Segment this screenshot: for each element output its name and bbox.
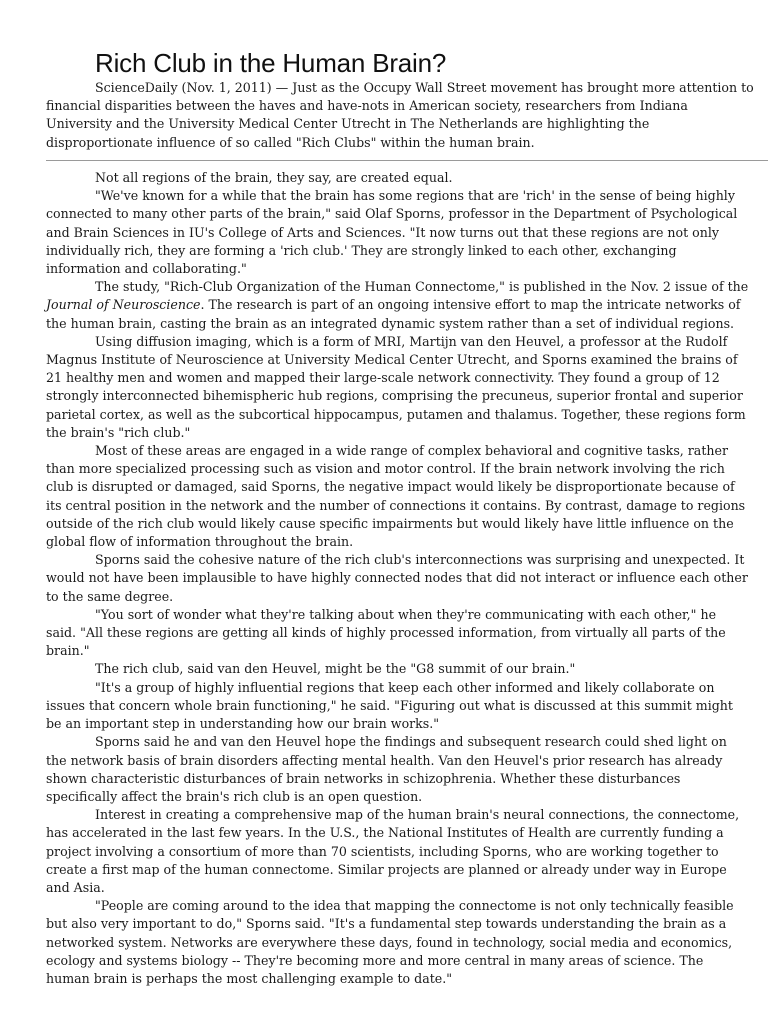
paragraph-3 <box>46 278 750 333</box>
paragraph-2: "We've known for a while that the brain has some regions that are 'rich' in the sense of being highly connected to many other parts of the brain," said Olaf Sporns, professor in the Department of Psychological and Brain Sciences in IU's College of Arts and Sciences. "It now turns out that these regions are not only individually rich, they are forming a 'rich club.' They are strongly linked to each other, exchanging information and collaborating." <box>46 188 738 277</box>
paragraph-5: Most of these areas are engaged in a wide range of complex behavioral and cognitive tasks, rather than more specialized processing such as vision and motor control. If the brain network involving the rich club is disrupted or damaged, said Sporns, the negative impact would likely be disproportionate because of its central position in the network and the number of connections it contains. By contrast, damage to regions outside of the rich club would likely cause specific impairments but would likely have little influence on the global flow of information throughout the brain. <box>46 443 746 550</box>
paragraph-6: Sporns said the cohesive nature of the rich club's interconnections was surprising and unexpected. It would not have been implausible to have highly connected nodes that did not interact or influence each other to the same degree. <box>46 552 748 604</box>
paragraph-11: Interest in creating a comprehensive map of the human brain's neural connections, the connectome, has accelerated in the last few years. In the U.S., the National Institutes of Health are currently funding a project involving a consortium of more than 70 scientists, including Sporns, who are working together to create a first map of the human connectome. Similar projects are planned or already under way in Europe and Asia. <box>46 807 740 895</box>
paragraph-4: Using diffusion imaging, which is a form of MRI, Martijn van den Heuvel, a professor at the Rudolf Magnus Institute of Neuroscience at University Medical Center Utrecht, and Sporns examined the brains of 21 healthy men and women and mapped their large-scale network connectivity. They found a group of 12 strongly interconnected bihemispheric hub regions, comprising the precuneus, superior frontal and superior parietal cortex, as well as the subcortical hippocampus, putamen and thalamus. Together, these regions form the brain's "rich club." <box>46 333 746 440</box>
journal-name: Journal of Neuroscience <box>46 297 201 313</box>
divider-line <box>46 160 768 161</box>
paragraph-1: Not all regions of the brain, they say, are created equal. <box>95 170 453 185</box>
article-body <box>46 169 750 988</box>
paragraph-12: "People are coming around to the idea that mapping the connectome is not only technically feasible but also very important to do," Sporns said. "It's a fundamental step towards understanding the brain as a networked system. Networks are everywhere these days, found in technology, social media and economics, ecology and systems biology -- They're becoming more and more central in many areas of science. The human brain is perhaps the most challenging example to date." <box>46 898 734 986</box>
paragraph-8: The rich club, said van den Heuvel, might be the "G8 summit of our brain." <box>95 661 576 677</box>
article-title: Rich Club in the Human Brain? <box>95 48 447 78</box>
paragraph-9: "It's a group of highly influential regions that keep each other informed and likely collaborate on issues that concern whole brain functioning," he said. "Figuring out what is discussed at this summit might be an important step in understanding how our brain works." <box>46 679 733 732</box>
paragraph-3-before: The study, "Rich-Club Organization of the Human Connectome," is published in the Nov. 2 issue of the <box>95 279 749 295</box>
paragraph-3-after: . The research is part of an ongoing intensive effort to map the intricate networks of the human brain, casting the brain as an integrated dynamic system rather than a set of individual regions. <box>46 297 741 331</box>
article-intro: ScienceDaily (Nov. 1, 2011) — Just as the Occupy Wall Street movement has brought more attention to financial disparities between the haves and have-nots in American society, researchers from Indiana University and the University Medical Center Utrecht in The Netherlands are highlighting the disproportionate influence of so called "Rich Clubs" within the human brain. <box>46 80 754 150</box>
paragraph-10: Sporns said he and van den Heuvel hope the findings and subsequent research could shed light on the network basis of brain disorders affecting mental health. Van den Heuvel's prior research has already shown characteristic disturbances of brain networks in schizophrenia. Whether these disturbances specifically affect the brain's rich club is an open question. <box>46 734 727 804</box>
paragraph-7: "You sort of wonder what they're talking about when they're communicating with each other," he said. "All these regions are getting all kinds of highly processed information, from virtually all parts of the brain." <box>46 606 726 659</box>
